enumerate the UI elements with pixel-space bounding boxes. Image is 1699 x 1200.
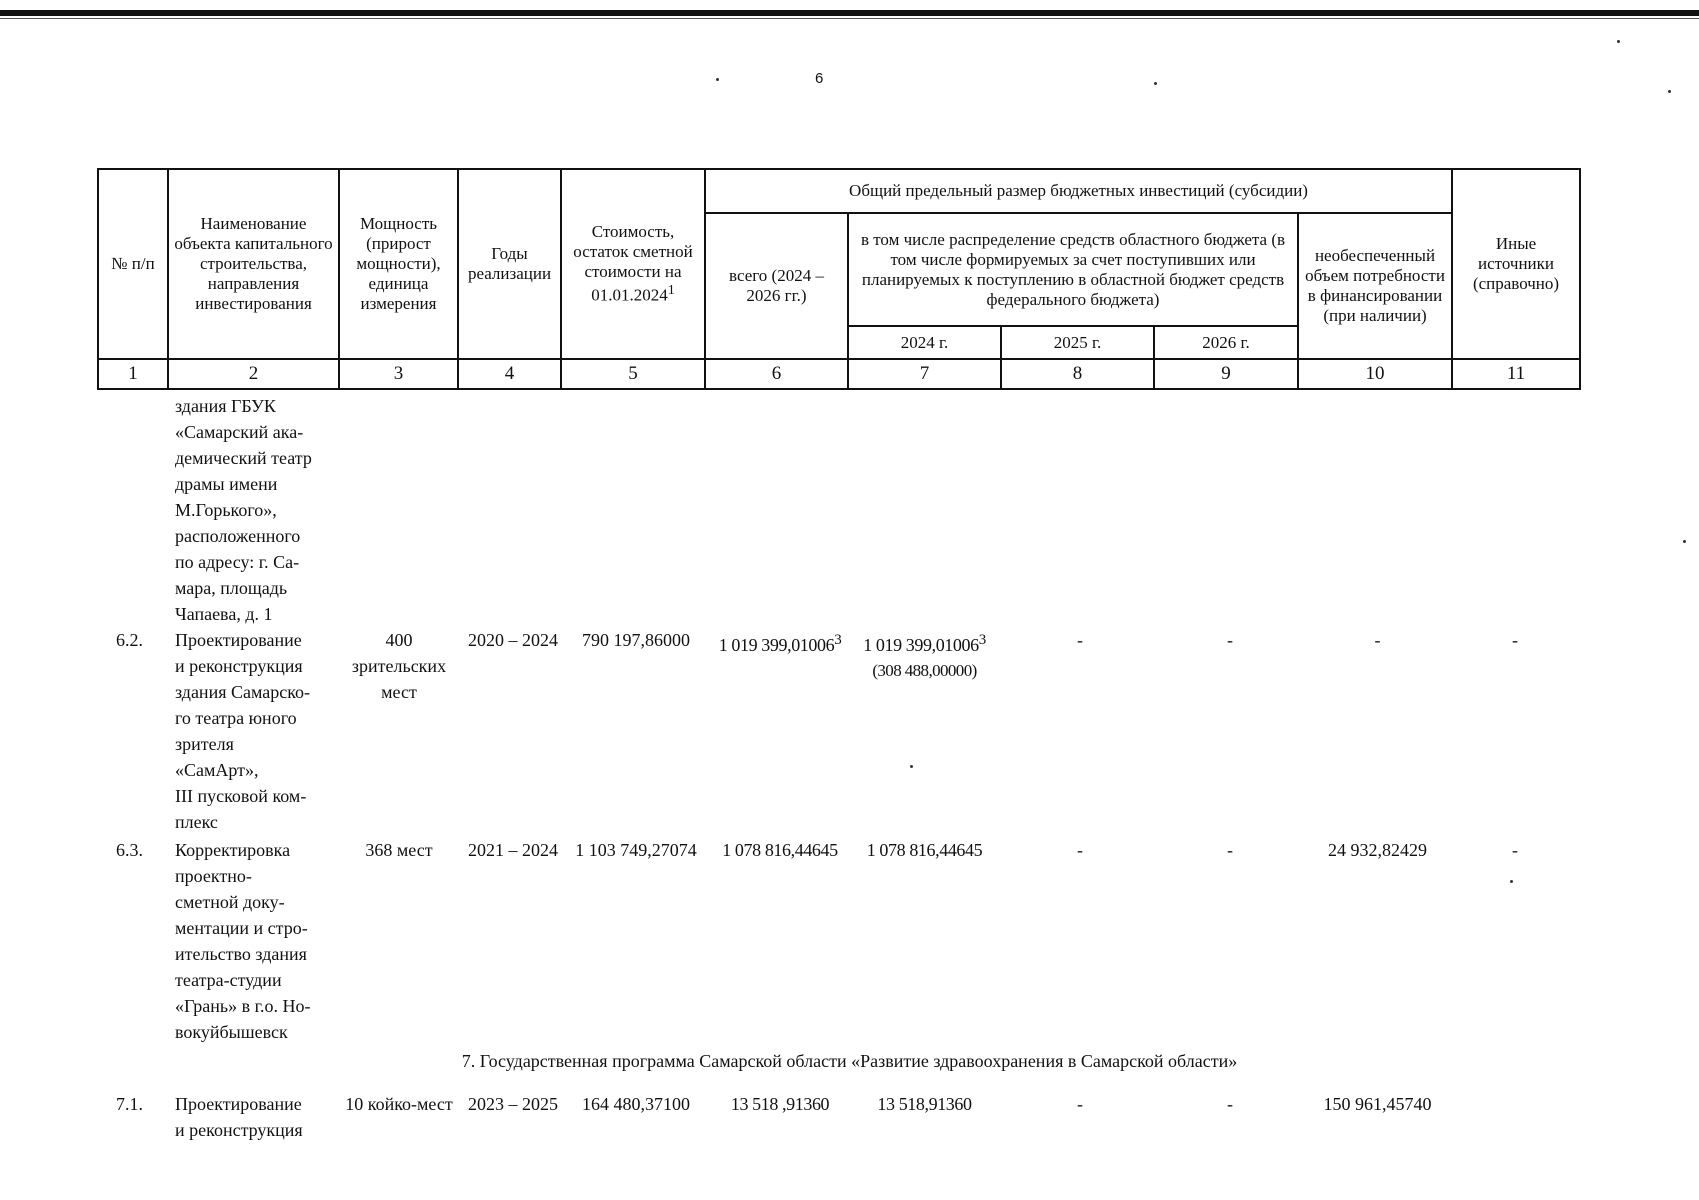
unfunded: - bbox=[1374, 630, 1381, 650]
name-line: театра-студии bbox=[175, 970, 282, 990]
row-number: 6.3. bbox=[116, 840, 143, 860]
cost: 1 103 749,27074 bbox=[575, 840, 697, 860]
name-line: демический театр bbox=[175, 448, 312, 468]
total-cell bbox=[710, 627, 850, 658]
y2024: 13 518,91360 bbox=[877, 1094, 972, 1114]
name-line: «СамАрт», bbox=[175, 760, 259, 780]
scan-speck bbox=[1154, 82, 1157, 85]
name-line: драмы имени bbox=[175, 474, 278, 494]
y2025: - bbox=[1077, 840, 1083, 860]
scan-top-line bbox=[0, 18, 1699, 19]
unfunded: 150 961,45740 bbox=[1323, 1094, 1432, 1114]
object-name bbox=[175, 627, 335, 835]
col-number: 1 bbox=[98, 359, 168, 389]
y2025: - bbox=[1077, 1094, 1083, 1114]
y2026: - bbox=[1227, 840, 1233, 860]
col-header-name: Наименование объекта капитального строительства, направления инвестирования bbox=[168, 169, 339, 359]
name-line: и реконструкция bbox=[175, 656, 303, 676]
col-number: 2 bbox=[168, 359, 339, 389]
col-number: 9 bbox=[1154, 359, 1298, 389]
col-header-2025: 2025 г. bbox=[1001, 326, 1154, 358]
col-number: 7 bbox=[848, 359, 1001, 389]
col-number: 11 bbox=[1452, 359, 1580, 389]
name-line: здания ГБУК bbox=[175, 396, 276, 416]
scan-speck bbox=[1668, 90, 1671, 93]
col-header-2024: 2024 г. bbox=[848, 326, 1001, 358]
col-header-2026: 2026 г. bbox=[1154, 326, 1298, 358]
y2024: 1 078 816,44645 bbox=[866, 840, 983, 860]
name-line: «Самарский ака- bbox=[175, 422, 304, 442]
other-sources: - bbox=[1512, 630, 1518, 650]
cost: 790 197,86000 bbox=[582, 630, 690, 650]
name-line: расположенного bbox=[175, 526, 301, 546]
name-line: Проектирование bbox=[175, 630, 302, 650]
capacity: 368 мест bbox=[365, 840, 433, 860]
years: 2020 – 2024 bbox=[468, 630, 558, 650]
col-number: 10 bbox=[1298, 359, 1452, 389]
name-line: здания Самарско- bbox=[175, 682, 311, 702]
y2026: - bbox=[1227, 630, 1233, 650]
name-line: мара, площадь bbox=[175, 578, 288, 598]
col-header-other: Иные источники (справочно) bbox=[1452, 169, 1580, 359]
name-line: и реконструкция bbox=[175, 1120, 303, 1140]
header-table bbox=[97, 168, 1581, 390]
col-header-total: всего (2024 – 2026 гг.) bbox=[705, 213, 848, 358]
page-number: 6 bbox=[815, 70, 824, 87]
name-line: Корректировка bbox=[175, 840, 291, 860]
years: 2023 – 2025 bbox=[468, 1094, 558, 1114]
name-line: вокуйбышевск bbox=[175, 1022, 288, 1042]
name-line: плекс bbox=[175, 812, 218, 832]
total: 13 518 ,91360 bbox=[730, 1094, 830, 1114]
col-header-cost bbox=[561, 169, 705, 359]
cost: 164 480,37100 bbox=[582, 1094, 690, 1114]
years: 2021 – 2024 bbox=[468, 840, 558, 860]
capacity: 10 койко-мест bbox=[345, 1094, 453, 1114]
col-number: 5 bbox=[561, 359, 705, 389]
footnote-ref: 3 bbox=[978, 632, 986, 648]
name-line: го театра юного bbox=[175, 708, 297, 728]
y2026: - bbox=[1227, 1094, 1233, 1114]
col-header-total-group: Общий предельный размер бюджетных инвестиций (субсидии) bbox=[705, 169, 1452, 213]
scan-speck bbox=[716, 78, 719, 81]
object-name bbox=[175, 393, 335, 627]
row-number: 7.1. bbox=[116, 1094, 143, 1114]
footnote-ref: 1 bbox=[667, 282, 675, 299]
name-line: Проектирование bbox=[175, 1094, 302, 1114]
scan-top-bar bbox=[0, 10, 1699, 16]
object-name bbox=[175, 1091, 335, 1143]
col-header-years: Годы реализации bbox=[458, 169, 561, 359]
y2025: - bbox=[1077, 630, 1083, 650]
section-heading: 7. Государственная программа Самарской области «Развитие здравоохранения в Самарской области» bbox=[461, 1051, 1238, 1071]
y2024-cell bbox=[852, 627, 997, 684]
name-line: проектно- bbox=[175, 866, 252, 886]
object-name bbox=[175, 837, 335, 1045]
total: 1 078 816,44645 bbox=[722, 840, 838, 860]
scan-speck bbox=[910, 765, 913, 768]
scan-speck bbox=[1683, 540, 1686, 543]
y2024: 1 019 399,01006 bbox=[863, 635, 979, 655]
name-line: ительство здания bbox=[175, 944, 307, 964]
col-number: 4 bbox=[458, 359, 561, 389]
col-header-capacity: Мощность (прирост мощности), единица измерения bbox=[339, 169, 458, 359]
y2024-line bbox=[852, 627, 997, 658]
name-line: М.Горького», bbox=[175, 500, 277, 520]
other-sources: - bbox=[1512, 840, 1518, 860]
col-header-no: № п/п bbox=[98, 169, 168, 359]
col-header-unfunded: необеспеченный объем потребности в финансировании (при наличии) bbox=[1298, 213, 1452, 358]
footnote-ref: 3 bbox=[834, 632, 842, 648]
capacity: 400 зрительских мест bbox=[351, 630, 447, 702]
name-line: ментации и стро- bbox=[175, 918, 308, 938]
col-number: 8 bbox=[1001, 359, 1154, 389]
total: 1 019 399,01006 bbox=[718, 635, 835, 655]
col-number: 3 bbox=[339, 359, 458, 389]
scan-speck bbox=[1617, 40, 1620, 43]
col-header-distribution: в том числе распределение средств областного бюджета (в том числе формируемых за счет поступивших или планируемых к поступлению в областной бюджет средств федерального бюджета) bbox=[848, 213, 1298, 326]
row-number: 6.2. bbox=[116, 630, 143, 650]
name-line: сметной доку- bbox=[175, 892, 285, 912]
unfunded: 24 932,82429 bbox=[1328, 840, 1427, 860]
name-line: по адресу: г. Са- bbox=[175, 552, 300, 572]
scan-speck bbox=[1510, 880, 1513, 883]
name-line: «Грань» в г.о. Но- bbox=[175, 996, 311, 1016]
name-line: III пусковой ком- bbox=[175, 786, 307, 806]
col-number: 6 bbox=[705, 359, 848, 389]
y2024-federal: (308 488,00000) bbox=[872, 661, 977, 680]
col-header-cost-text: Стоимость, остаток сметной стоимости на 01.01.2024 bbox=[573, 221, 693, 305]
name-line: Чапаева, д. 1 bbox=[175, 604, 273, 624]
name-line: зрителя bbox=[175, 734, 234, 754]
